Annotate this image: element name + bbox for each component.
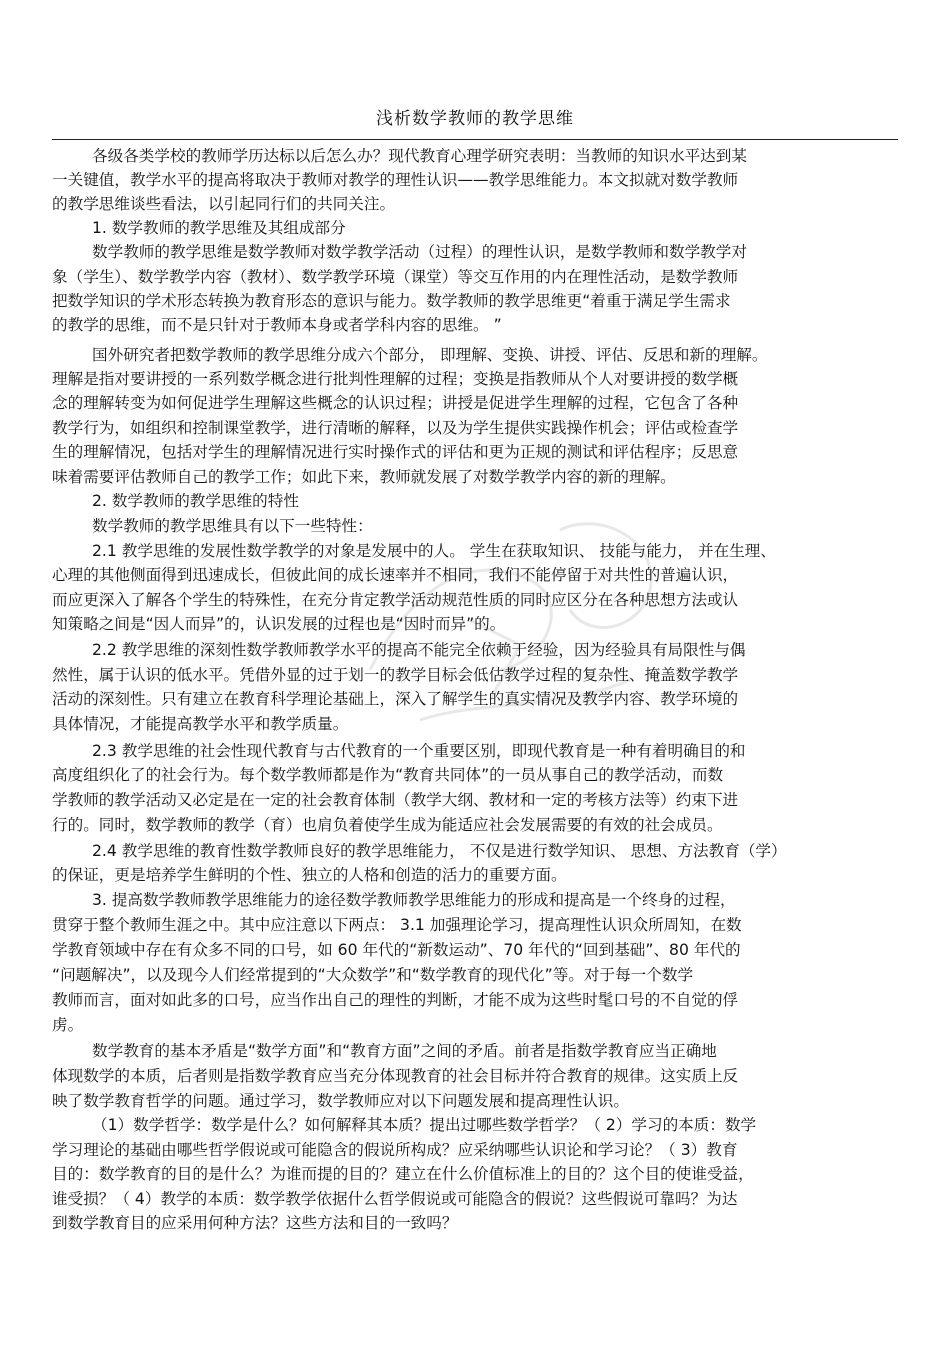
- section-heading: 3. 提高数学教师教学思维能力的途径数学教师教学思维能力的形成和提高是一个终身的过程，: [92, 891, 736, 909]
- title-divider: [52, 139, 898, 140]
- text-line: 各级各类学校的教师学历达标以后怎么办？现代教育心理学研究表明：当教师的知识水平达到某: [92, 147, 747, 165]
- text-line: 活动的深刻性。只有建立在教育科学理论基础上，深入了解学生的真实情况及教学内容、教学环境的: [52, 690, 739, 708]
- text-line: 的教学的思维，而不是只针对于教师本身或者学科内容的思维。 ”: [52, 316, 502, 334]
- text-line: 目的：数学教育的目的是什么？为谁而提的目的？建立在什么价值标准上的目的？这个目的使谁受益，: [52, 1165, 754, 1183]
- text-line: 理解是指对要讲授的一系列数学概念进行批判性理解的过程；变换是指教师从个人对要讲授的数学概: [52, 370, 739, 388]
- text-line: “问题解决”，以及现今人们经常提到的“大众数学”和“数学教育的现代化”等。对于每一个数学: [52, 966, 694, 984]
- text-line: 国外研究者把数学教师的教学思维分成六个部分， 即理解、变换、讲授、评估、反思和新的理解。: [92, 346, 768, 364]
- text-line: 念的理解转变为如何促进学生理解这些概念的认识过程；讲授是促进学生理解的过程，它包含了各种: [52, 394, 739, 412]
- text-line: 心理的其他侧面得到迅速成长，但彼此间的成长速率并不相同，我们不能停留于对共性的普遍认识，: [52, 566, 739, 584]
- text-line: 学教育领域中存在有众多不同的口号，如 60 年代的“新数运动”、70 年代的“回到基础”、80 年代的: [52, 941, 741, 959]
- text-line: 生的理解情况，包括对学生的理解情况进行实时操作式的评估和更为正规的测试和评估程序；反思意: [52, 443, 739, 461]
- text-line: 数学教师的教学思维具有以下一些特性：: [92, 517, 373, 535]
- document-title: 浅析数学教师的教学思维: [376, 109, 574, 129]
- text-line: 把数学知识的学术形态转换为教育形态的意识与能力。数学教师的教学思维更“着重于满足学生需求: [52, 292, 731, 310]
- text-line: 一关键值，教学水平的提高将取决于教师对教学的理性认识——教学思维能力。本文拟就对数学教师: [52, 171, 739, 189]
- text-line: 2.2 教学思维的深刻性数学教师教学水平的提高不能完全依赖于经验，因为经验具有局限性与偶: [92, 641, 746, 659]
- text-line: 的教学思维谈些看法，以引起同行们的共同关注。: [52, 195, 396, 213]
- text-line: 2.1 教学思维的发展性数学教学的对象是发展中的人。 学生在获取知识、 技能与能力， 并在生理、: [92, 542, 776, 560]
- text-line: 具体情况，才能提高教学水平和教学质量。: [52, 715, 349, 733]
- text-line: 味着需要评估教师自己的教学工作；如此下来，教师就发展了对数学教学内容的新的理解。: [52, 468, 676, 486]
- text-line: 学教师的教学活动又必定是在一定的社会教育体制（教学大纲、教材和一定的考核方法等）约束下进: [52, 791, 739, 809]
- text-line: 2.3 教学思维的社会性现代教育与古代教育的一个重要区别，即现代教育是一种有着明确目的和: [92, 742, 746, 760]
- text-line: 数学教育的基本矛盾是“数学方面”和“教育方面”之间的矛盾。前者是指数学教育应当正确地: [92, 1042, 717, 1060]
- text-line: 然性，属于认识的低水平。凭借外显的过于划一的教学目标会低估教学过程的复杂性、掩盖数学教学: [52, 666, 739, 684]
- text-line: 体现数学的本质，后者则是指数学教育应当充分体现教育的社会目标并符合教育的规律。这实质上反: [52, 1067, 739, 1085]
- text-line: 数学教师的教学思维是数学教师对数学教学活动（过程）的理性认识，是数学教师和数学教学对: [92, 243, 747, 261]
- text-line: 行的。同时，数学教师的教学（育）也肩负着使学生成为能适应社会发展需要的有效的社会成员。: [52, 816, 723, 834]
- text-line: 到数学教育目的应采用何种方法？这些方法和目的一致吗？: [52, 1214, 458, 1232]
- text-line: 知策略之间是“因人而异”的，认识发展的过程也是“因时而异”的。: [52, 615, 506, 633]
- text-line: 谁受损？（ 4）教学的本质：数学教学依据什么哲学假说或可能隐含的假说？这些假说可靠吗？为达: [52, 1190, 738, 1208]
- text-line: 教师而言，面对如此多的口号，应当作出自己的理性的判断，才能不成为这些时髦口号的不自觉的俘: [52, 991, 739, 1009]
- text-line: 高度组织化了的社会行为。每个数学教师都是作为“教育共同体”的一员从事自己的教学活动，而数: [52, 766, 724, 784]
- text-line: 而应更深入了解各个学生的特殊性，在充分肯定教学活动规范性质的同时应区分在各种思想方法或认: [52, 591, 739, 609]
- text-line: 贯穿于整个教师生涯之中。其中应注意以下两点： 3.1 加强理论学习，提高理性认识众所周知，在数: [52, 916, 742, 934]
- section-heading: 1. 数学教师的教学思维及其组成部分: [92, 219, 346, 237]
- text-line: 象（学生）、数学教学内容（教材）、数学教学环境（课堂）等交互作用的内在理性活动，是数学教师: [52, 268, 739, 286]
- text-line: （1）数学哲学：数学是什么？如何解释其本质？提出过哪些数学哲学？（ 2）学习的本质：数学: [92, 1116, 757, 1134]
- text-line: 学习理论的基础由哪些哲学假说或可能隐含的假说所构成？应采纳哪些认识论和学习论？（ 3）教育: [52, 1141, 738, 1159]
- text-line: 的保证，更是培养学生鲜明的个性、独立的人格和创造的活力的重要方面。: [52, 866, 567, 884]
- text-line: 教学行为，如组织和控制课堂教学，进行清晰的解释，以及为学生提供实践操作机会；评估或检查学: [52, 419, 739, 437]
- text-line: 2.4 教学思维的教育性数学教师良好的教学思维能力， 不仅是进行数学知识、 思想、方法教育（学）: [92, 842, 787, 860]
- text-line: 映了数学教育哲学的问题。通过学习，数学教师应对以下问题发展和提高理性认识。: [52, 1092, 629, 1110]
- text-line: 虏。: [52, 1016, 84, 1034]
- section-heading: 2. 数学教师的教学思维的特性: [92, 492, 299, 510]
